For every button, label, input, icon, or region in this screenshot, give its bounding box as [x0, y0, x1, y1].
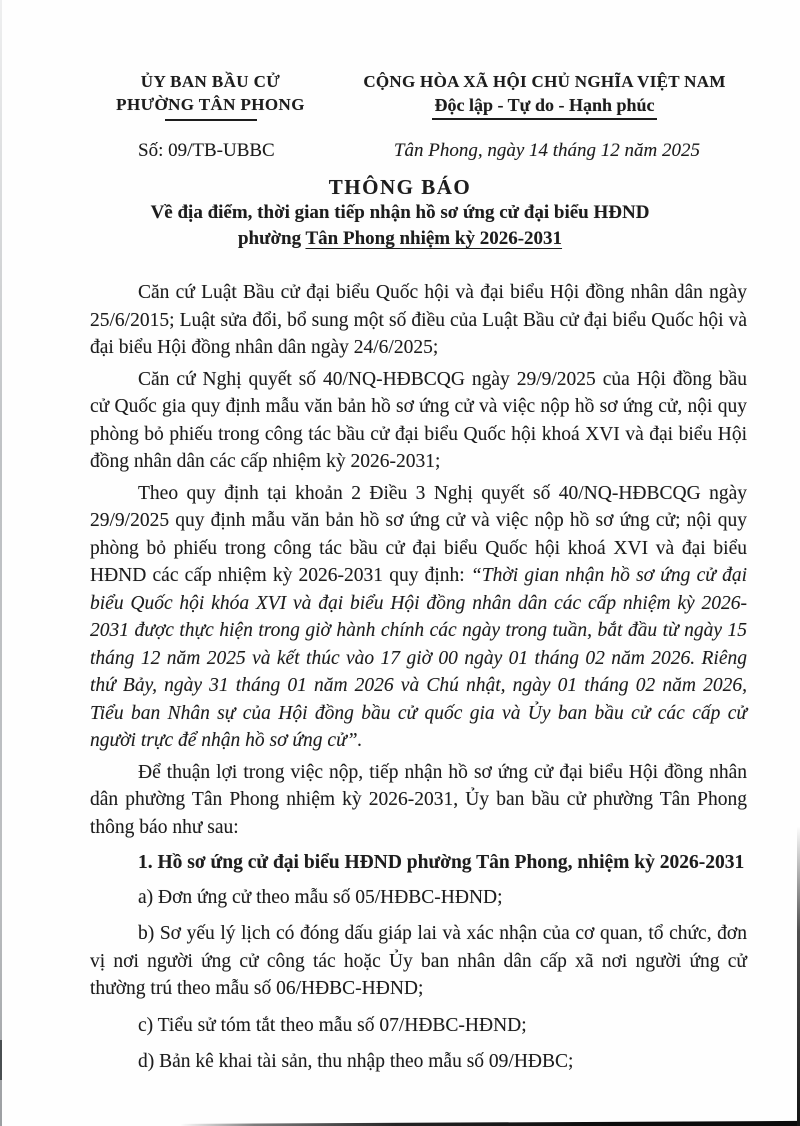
issuing-org-underline: [165, 119, 257, 121]
title-subtitle-prefix: phường: [237, 228, 306, 249]
scan-edge-bottom-line: [180, 1120, 800, 1126]
number-date-row: [88, 140, 742, 162]
section-1-heading: 1. Hồ sơ ứng cử đại biểu HĐND phường Tân Phong, nhiệm kỳ 2026-2031: [138, 852, 745, 873]
list-item-c: c) Tiểu sử tóm tắt theo mẫu số 07/HĐBC-HĐND;: [138, 1014, 527, 1036]
paragraph-regulation-quote: [90, 480, 747, 755]
issuing-org-block: [88, 70, 333, 121]
scan-edge-left-line: [0, 0, 2, 1126]
document-number: Số: 09/TB-UBBC: [138, 140, 275, 161]
issuing-org-line2: PHƯỜNG TÂN PHONG: [116, 95, 305, 114]
paragraph-announcement-intro: Để thuận lợi trong việc nộp, tiếp nhận hồ sơ ứng cử đại biểu Hội đồng nhân dân phường Tân Phong nhiệm kỳ 2026-2031, Ủy ban bầu cử phường Tân Phong thông báo như sau:: [90, 761, 747, 838]
issuing-org-line1: ỦY BAN BẦU CỬ: [140, 72, 281, 91]
document-body: [90, 279, 747, 1085]
title-subtitle-underlined: Tân Phong nhiệm kỳ 2026-2031: [305, 228, 563, 249]
paragraph-regulation-normal: Theo quy định tại khoản 2 Điều 3 Nghị quyết số 40/NQ-HĐBCQG ngày 29/9/2025 quy định mẫu văn bản hồ sơ ứng cử và việc nộp hồ sơ ứng cử; nội quy phòng bỏ phiếu trong công tác bầu cử đại biểu Quốc hội khoá XVI và đại biểu HĐND các cấp nhiệm kỳ 2026-2031 quy định:: [90, 482, 747, 586]
list-item-d: d) Bản kê khai tài sản, thu nhập theo mẫu số 09/HĐBC;: [138, 1051, 574, 1072]
place-date: Tân Phong, ngày 14 tháng 12 năm 2025: [393, 140, 700, 161]
paragraph-legal-basis-1: Căn cứ Luật Bầu cử đại biểu Quốc hội và đại biểu Hội đồng nhân dân ngày 25/6/2015; Luật sửa đổi, bổ sung một số điều của Luật Bầu cử đại biểu Quốc hội và đại biểu Hội đồng nhân dân ngày 24/6/2025;: [90, 282, 747, 358]
document-header: [88, 70, 742, 121]
list-item-a: a) Đơn ứng cử theo mẫu số 05/HĐBC-HĐND;: [138, 886, 503, 908]
title-subtitle-line1: Về địa điểm, thời gian tiếp nhận hồ sơ ứng cử đại biểu HĐND: [150, 202, 650, 223]
scan-edge-left-mark: [0, 1040, 2, 1080]
national-header-block: [347, 70, 742, 120]
document-title: THÔNG BÁO: [328, 175, 472, 199]
national-motto: Độc lập - Tự do - Hạnh phúc: [432, 93, 656, 120]
paragraph-legal-basis-2: Căn cứ Nghị quyết số 40/NQ-HĐBCQG ngày 29/9/2025 của Hội đồng bầu cử Quốc gia quy định mẫu văn bản hồ sơ ứng cử và việc nộp hồ sơ ứng cử, nội quy phòng bỏ phiếu trong công tác bầu cử đại biểu Quốc hội khoá XVI và đại biểu Hội đồng nhân dân các cấp nhiệm kỳ 2026-2031;: [90, 368, 747, 472]
paragraph-regulation-italic-quote: “Thời gian nhận hồ sơ ứng cử đại biểu Quốc hội khóa XVI và đại biểu Hội đồng nhân dân các cấp nhiệm kỳ 2026-2031 được thực hiện trong giờ hành chính các ngày trong tuần, bắt đầu từ ngày 15 tháng 12 năm 2025 và kết thúc vào 17 giờ 00 ngày 01 tháng 02 năm 2026. Riêng thứ Bảy, ngày 31 tháng 01 năm 2026 và Chú nhật, ngày 01 tháng 02 năm 2026, Tiểu ban Nhân sự của Hội đồng bầu cử quốc gia và Ủy ban bầu cử các cấp cử người trực để nhận hồ sơ ứng cử”.: [90, 565, 747, 751]
title-block: [0, 174, 800, 252]
national-title: CỘNG HÒA XÃ HỘI CHỦ NGHĨA VIỆT NAM: [363, 72, 726, 91]
title-subtitle-line2: [0, 226, 800, 252]
list-item-b: b) Sơ yếu lý lịch có đóng dấu giáp lai và xác nhận của cơ quan, tổ chức, đơn vị nơi người ứng cử công tác hoặc Ủy ban nhân dân cấp xã nơi người ứng cử thường trú theo mẫu số 06/HĐBC-HĐND;: [90, 923, 747, 999]
